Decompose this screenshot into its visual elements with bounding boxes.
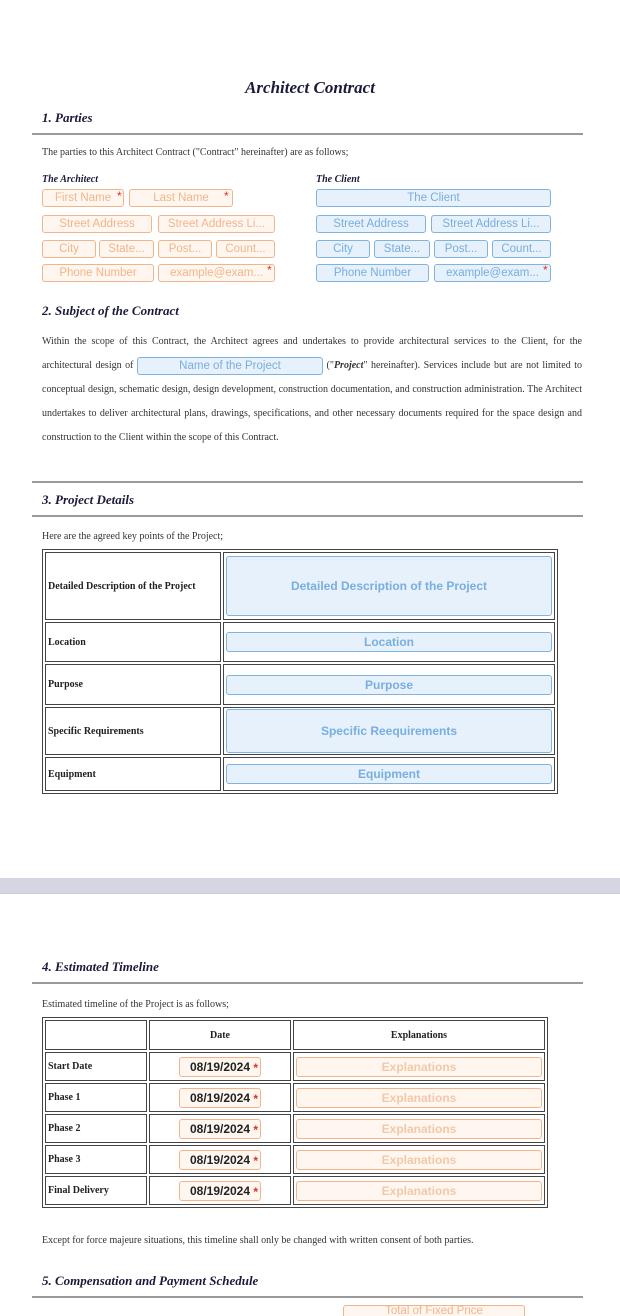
date-input[interactable] xyxy=(179,1181,261,1201)
table-row xyxy=(45,707,555,755)
parties-intro: The parties to this Architect Contract ("Contract" hereinafter) are as follows; xyxy=(42,147,349,158)
paren-open: (" xyxy=(326,360,334,371)
timeline-row-label: Phase 3 xyxy=(45,1145,147,1174)
table-row xyxy=(45,622,555,662)
architect-state-input[interactable]: State... xyxy=(99,240,154,258)
subject-paragraph xyxy=(42,330,582,450)
subject-text-2: " hereinafter). Services include but are not limited to conceptual design, schematic design, design development, construction documentation, and construction administration. The Architect undertakes to deliver architectural plans, drawings, specifications, and other necessary documents required for the space design and construction to the Client within the scope of this Contract. xyxy=(42,360,583,443)
architect-label: The Architect xyxy=(42,174,99,185)
explanations-input[interactable]: Explanations xyxy=(296,1181,542,1201)
client-street2-input[interactable]: Street Address Li... xyxy=(431,215,551,233)
details-row-label: Specific Requirements xyxy=(45,707,221,755)
architect-street2-input[interactable]: Street Address Li... xyxy=(158,215,275,233)
timeline-intro: Estimated timeline of the Project is as follows; xyxy=(42,999,229,1010)
client-phone-input[interactable]: Phone Number xyxy=(316,264,429,282)
architect-post-input[interactable]: Post... xyxy=(158,240,212,258)
architect-phone-input[interactable]: Phone Number xyxy=(42,264,154,282)
architect-street-input[interactable]: Street Address xyxy=(42,215,152,233)
architect-country-input[interactable]: Count... xyxy=(216,240,275,258)
section-heading-details: 3. Project Details xyxy=(42,492,135,507)
timeline-row-label: Phase 2 xyxy=(45,1114,147,1143)
architect-first-name-input[interactable]: First Name xyxy=(42,189,124,207)
date-value: 08/19/2024 xyxy=(189,1152,251,1167)
specific-requirements-input[interactable]: Specific Reequirements xyxy=(226,709,552,753)
timeline-row-label: Final Delivery xyxy=(45,1176,147,1205)
document-title: Architect Contract xyxy=(245,78,375,97)
date-input[interactable] xyxy=(179,1088,261,1108)
date-value: 08/19/2024 xyxy=(189,1121,251,1136)
divider xyxy=(32,982,583,984)
page-separator xyxy=(0,878,620,894)
date-value: 08/19/2024 xyxy=(189,1090,251,1105)
details-row-label: Location xyxy=(45,622,221,662)
timeline-header-empty xyxy=(45,1020,147,1050)
timeline-row-label: Phase 1 xyxy=(45,1083,147,1112)
table-header-row xyxy=(45,1020,545,1050)
required-marker: * xyxy=(253,1122,258,1137)
table-row xyxy=(45,1114,545,1143)
table-row xyxy=(45,757,555,791)
required-marker: * xyxy=(543,263,548,277)
table-row xyxy=(45,1052,545,1081)
architect-city-input[interactable]: City xyxy=(42,240,96,258)
project-details-table xyxy=(42,549,558,794)
section-heading-timeline: 4. Estimated Timeline xyxy=(42,959,159,974)
timeline-header-explanations: Explanations xyxy=(293,1020,545,1050)
date-input[interactable] xyxy=(179,1150,261,1170)
table-row xyxy=(45,1145,545,1174)
table-row xyxy=(45,552,555,620)
divider xyxy=(32,481,583,483)
equipment-input[interactable]: Equipment xyxy=(226,764,552,784)
required-marker: * xyxy=(253,1060,258,1075)
architect-last-name-input[interactable]: Last Name xyxy=(129,189,233,207)
project-term: Project xyxy=(333,360,364,371)
section-heading-parties: 1. Parties xyxy=(42,110,93,125)
explanations-input[interactable]: Explanations xyxy=(296,1150,542,1170)
details-row-label: Equipment xyxy=(45,757,221,791)
detailed-description-input[interactable]: Detailed Description of the Project xyxy=(226,556,552,616)
project-name-input[interactable]: Name of the Project xyxy=(137,357,323,375)
table-row xyxy=(45,1083,545,1112)
client-city-input[interactable]: City xyxy=(316,240,370,258)
explanations-input[interactable]: Explanations xyxy=(296,1057,542,1077)
date-input[interactable] xyxy=(179,1119,261,1139)
date-input[interactable] xyxy=(179,1057,261,1077)
timeline-note: Except for force majeure situations, this timeline shall only be changed with written consent of both parties. xyxy=(42,1235,474,1246)
client-name-input[interactable]: The Client xyxy=(316,189,551,207)
client-street-input[interactable]: Street Address xyxy=(316,215,426,233)
required-marker: * xyxy=(267,263,272,277)
required-marker: * xyxy=(224,189,229,203)
client-post-input[interactable]: Post... xyxy=(434,240,488,258)
client-email-input[interactable]: example@exam... xyxy=(434,264,551,282)
timeline-row-label: Start Date xyxy=(45,1052,147,1081)
required-marker: * xyxy=(253,1091,258,1106)
section-heading-subject: 2. Subject of the Contract xyxy=(42,303,179,318)
purpose-input[interactable]: Purpose xyxy=(226,675,552,695)
date-value: 08/19/2024 xyxy=(189,1183,251,1198)
total-fixed-price-input[interactable]: Total of Fixed Price xyxy=(343,1305,525,1316)
divider xyxy=(32,1296,583,1298)
page-2 xyxy=(0,894,620,1316)
details-row-label: Purpose xyxy=(45,664,221,705)
client-country-input[interactable]: Count... xyxy=(492,240,551,258)
divider xyxy=(32,133,583,135)
details-intro: Here are the agreed key points of the Project; xyxy=(42,531,224,542)
subject-text-1: Within the scope of this Contract, the Architect agrees and undertakes to provide architectural services to the Client, for the architectural design of xyxy=(42,336,582,371)
details-row-label: Detailed Description of the Project xyxy=(45,552,221,620)
required-marker: * xyxy=(117,189,122,203)
architect-email-input[interactable]: example@exam... xyxy=(158,264,275,282)
explanations-input[interactable]: Explanations xyxy=(296,1088,542,1108)
timeline-header-date: Date xyxy=(149,1020,291,1050)
date-value: 08/19/2024 xyxy=(189,1059,251,1074)
explanations-input[interactable]: Explanations xyxy=(296,1119,542,1139)
required-marker: * xyxy=(253,1184,258,1199)
timeline-table xyxy=(42,1017,548,1208)
table-row xyxy=(45,664,555,705)
client-state-input[interactable]: State... xyxy=(374,240,430,258)
location-input[interactable]: Location xyxy=(226,632,552,652)
divider xyxy=(32,515,583,517)
required-marker: * xyxy=(253,1153,258,1168)
section-heading-compensation: 5. Compensation and Payment Schedule xyxy=(42,1273,259,1288)
table-row xyxy=(45,1176,545,1205)
client-label: The Client xyxy=(316,174,360,185)
